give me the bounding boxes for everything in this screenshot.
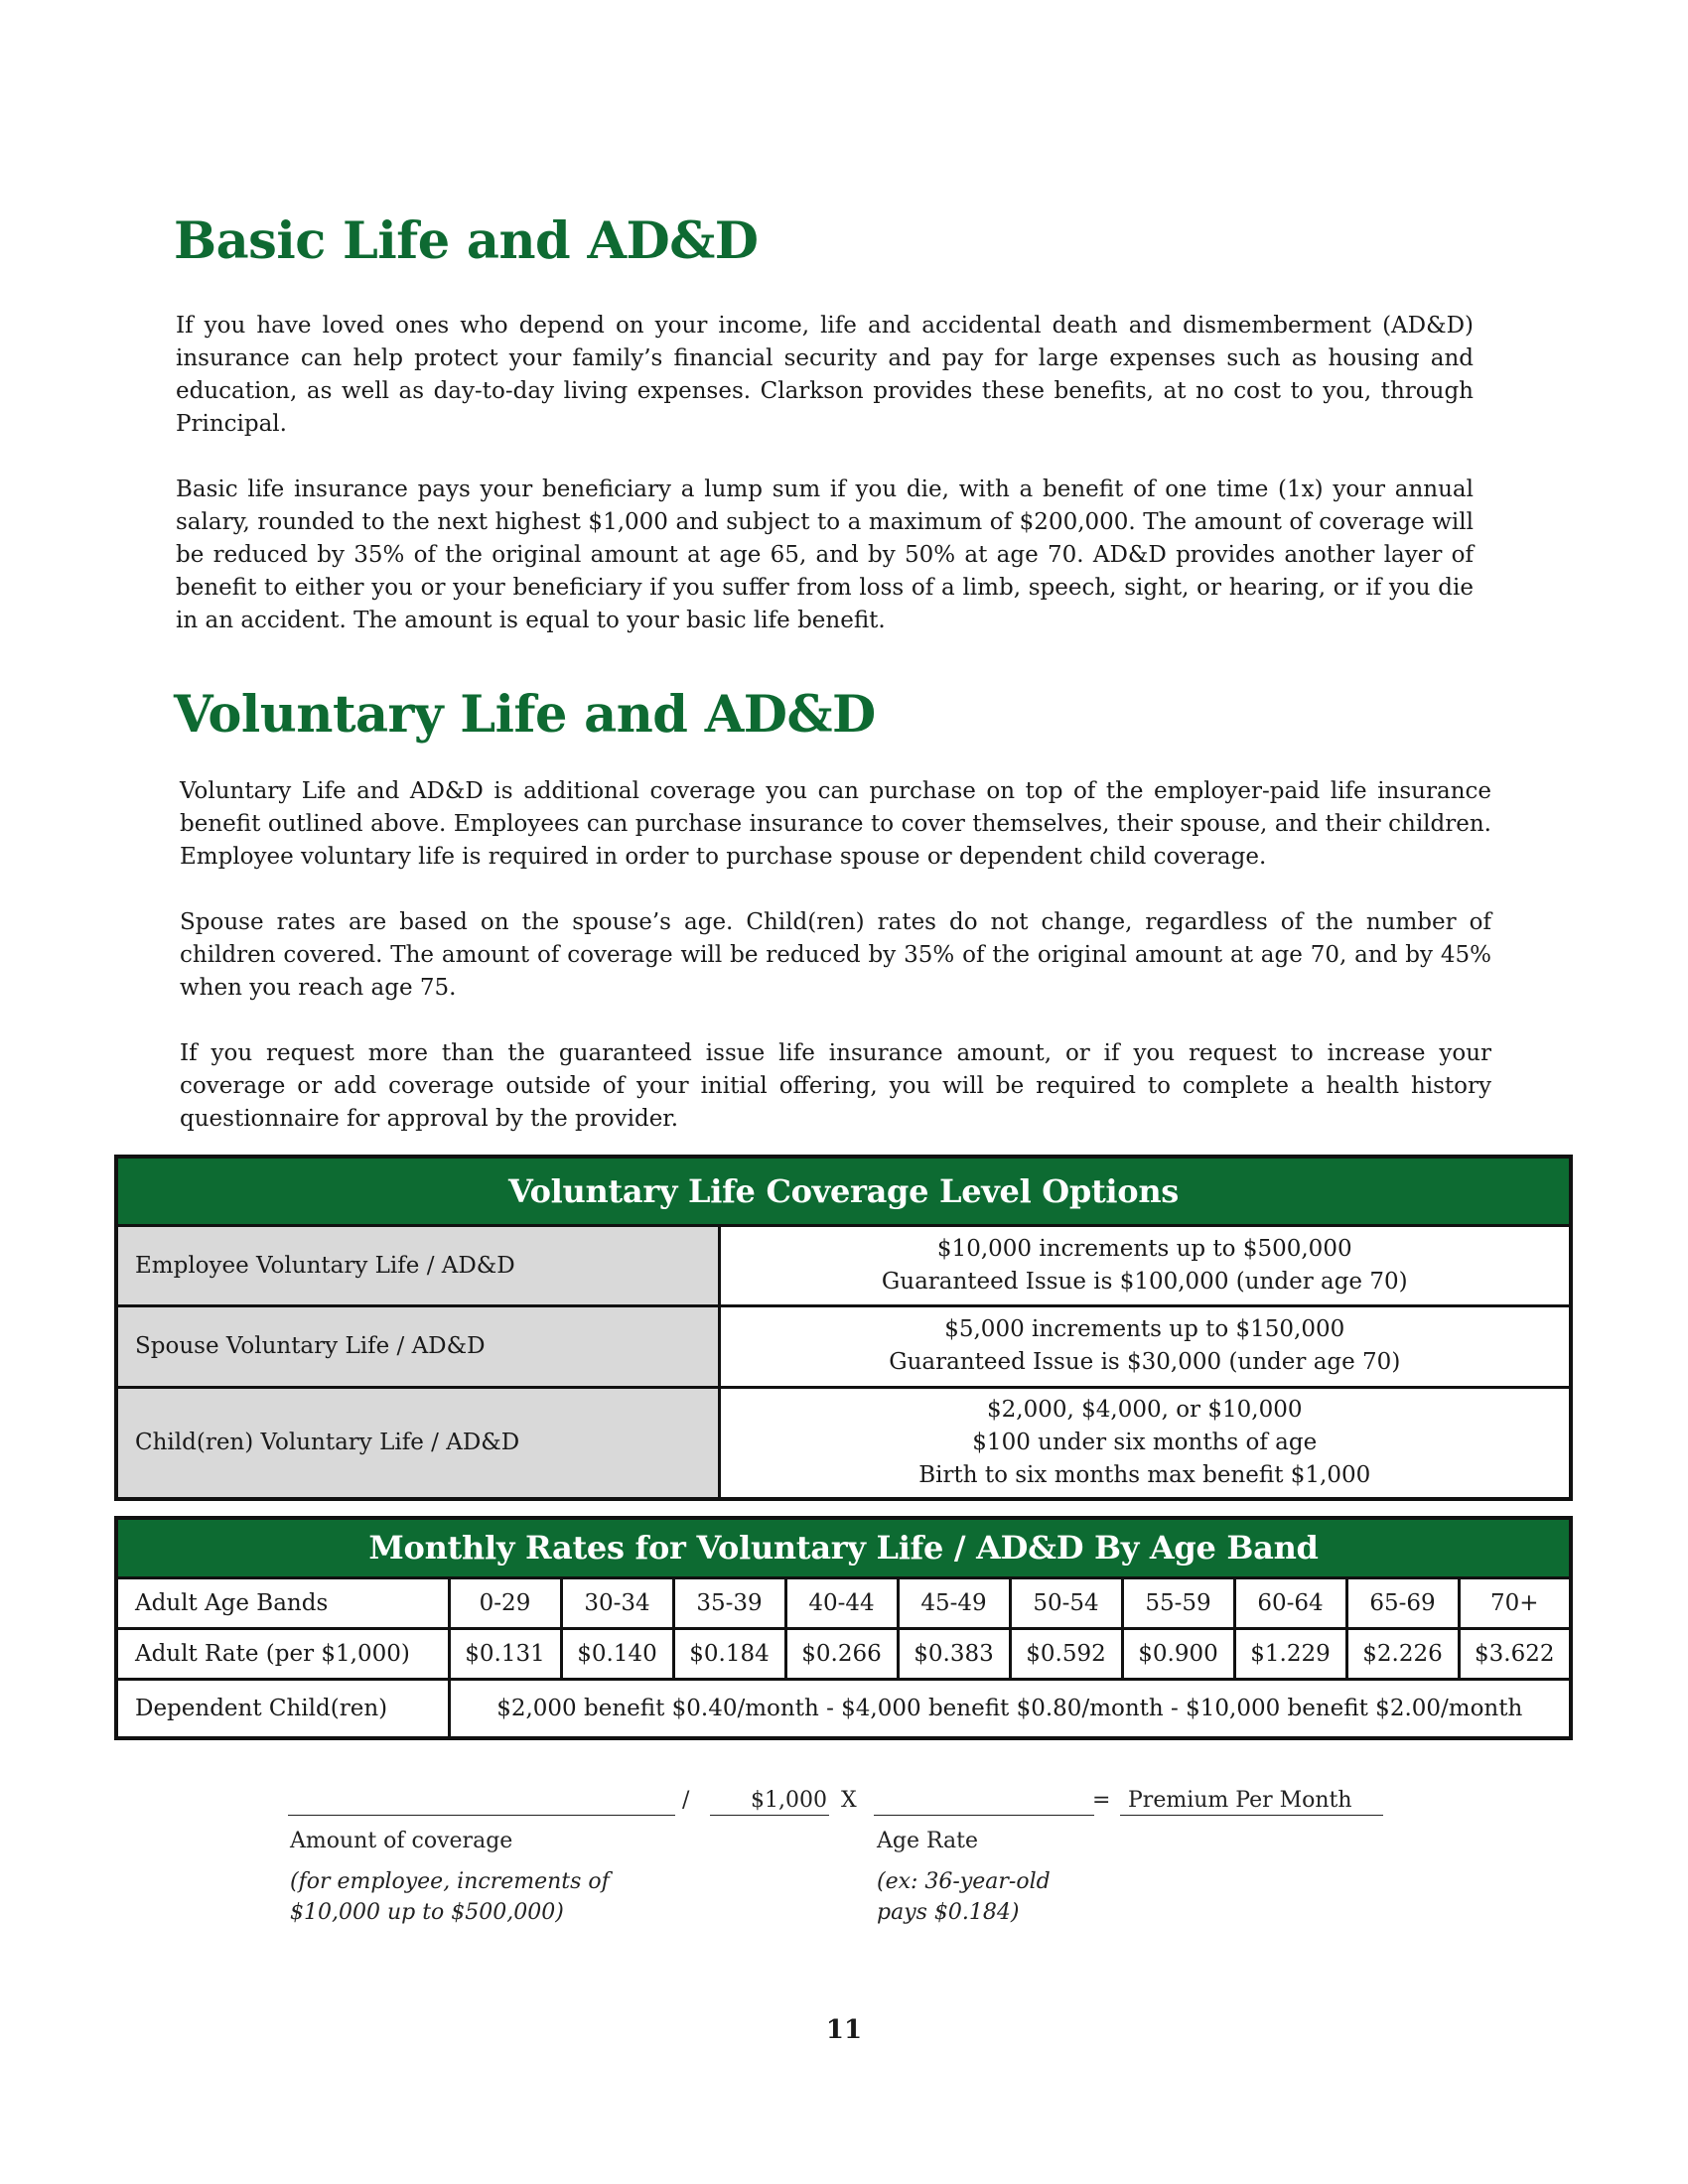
adult-rate-cell: $2.226 [1346, 1628, 1459, 1679]
adult-rate-cell: $0.184 [673, 1628, 785, 1679]
coverage-row-children [116, 1387, 1571, 1499]
age-band-cell: 45-49 [898, 1577, 1010, 1628]
adult-rate-cell: $0.592 [1010, 1628, 1122, 1679]
adult-rate-cell: $1.229 [1234, 1628, 1346, 1679]
voluntary-life-paragraph-1: Voluntary Life and AD&D is additional coverage you can purchase on top of the employer-paid life insurance benefit outlined above. Employees can purchase insurance to cover themselves, their spouse, and their children. Employee voluntary life is required in order to purchase spouse or dependent child coverage. [180, 778, 1491, 870]
coverage-value-line: Birth to six months max benefit $1,000 [918, 1461, 1371, 1488]
age-band-cell: 35-39 [673, 1577, 785, 1628]
age-bands-row [116, 1577, 1571, 1628]
amount-of-coverage-note [290, 1866, 610, 1928]
voluntary-life-heading: Voluntary Life and AD&D [174, 685, 876, 745]
voluntary-life-paragraph-3: If you request more than the guaranteed issue life insurance amount, or if you request to increase your coverage or add coverage outside of your initial offering, you will be required to complete a health history questionnaire for approval by the provider. [180, 1040, 1491, 1132]
coverage-value-line: Guaranteed Issue is $30,000 (under age 70) [889, 1349, 1401, 1375]
adult-rate-cell: $0.266 [785, 1628, 898, 1679]
equals-sign: = [1092, 1788, 1111, 1813]
adult-rate-cell: $0.900 [1122, 1628, 1234, 1679]
coverage-table-title: Voluntary Life Coverage Level Options [116, 1157, 1571, 1225]
age-rate-note [877, 1866, 1051, 1928]
coverage-row-value [719, 1305, 1571, 1387]
premium-per-month-label: Premium Per Month [1128, 1788, 1352, 1813]
note-line: $10,000 up to $500,000) [290, 1900, 564, 1925]
premium-underline [1120, 1815, 1383, 1816]
coverage-row-employee [116, 1225, 1571, 1305]
basic-life-paragraph-2: Basic life insurance pays your beneficiary a lump sum if you die, with a benefit of one time (1x) your annual salary, rounded to the next highest $1,000 and subject to a maximum of $200,000. The amount of coverage will be reduced by 35% of the original amount at age 65, and by 50% at age 70. AD&D provides another layer of benefit to either you or your beneficiary if you suffer from loss of a limb, speech, sight, or hearing, or if you die in an accident. The amount is equal to your basic life benefit. [176, 477, 1474, 633]
adult-rate-cell: $0.131 [449, 1628, 561, 1679]
age-band-cell: 30-34 [561, 1577, 673, 1628]
age-bands-label: Adult Age Bands [116, 1577, 449, 1628]
dependent-child-label: Dependent Child(ren) [116, 1679, 449, 1738]
coverage-row-label: Child(ren) Voluntary Life / AD&D [116, 1387, 719, 1499]
amount-of-coverage-label: Amount of coverage [290, 1829, 513, 1853]
coverage-row-value [719, 1387, 1571, 1499]
age-band-cell: 60-64 [1234, 1577, 1346, 1628]
coverage-row-label: Spouse Voluntary Life / AD&D [116, 1305, 719, 1387]
monthly-rates-table [114, 1516, 1573, 1740]
basic-life-paragraph-1: If you have loved ones who depend on your income, life and accidental death and dismemberment (AD&D) insurance can help protect your family’s financial security and pay for large expenses such as housing and education, as well as day-to-day living expenses. Clarkson provides these benefits, at no cost to you, through Principal. [176, 313, 1474, 437]
age-band-cell: 65-69 [1346, 1577, 1459, 1628]
age-band-cell: 50-54 [1010, 1577, 1122, 1628]
note-line: (ex: 36-year-old [877, 1869, 1051, 1894]
coverage-row-label: Employee Voluntary Life / AD&D [116, 1225, 719, 1305]
divisor-value: $1,000 [751, 1788, 827, 1813]
age-rate-label: Age Rate [877, 1829, 979, 1853]
rates-table-title: Monthly Rates for Voluntary Life / AD&D By Age Band [116, 1518, 1571, 1577]
age-rate-blank [874, 1815, 1094, 1816]
divide-sign: / [682, 1788, 690, 1813]
coverage-value-line: $2,000, $4,000, or $10,000 [987, 1396, 1303, 1423]
note-line: pays $0.184) [877, 1900, 1020, 1925]
adult-rate-label: Adult Rate (per $1,000) [116, 1628, 449, 1679]
age-band-cell: 40-44 [785, 1577, 898, 1628]
coverage-row-spouse [116, 1305, 1571, 1387]
age-band-cell: 70+ [1459, 1577, 1571, 1628]
adult-rate-row [116, 1628, 1571, 1679]
basic-life-heading: Basic Life and AD&D [174, 211, 759, 271]
adult-rate-cell: $3.622 [1459, 1628, 1571, 1679]
coverage-value-line: Guaranteed Issue is $100,000 (under age 70) [881, 1268, 1408, 1295]
age-band-cell: 0-29 [449, 1577, 561, 1628]
page-number: 11 [825, 2015, 863, 2045]
adult-rate-cell: $0.140 [561, 1628, 673, 1679]
voluntary-life-paragraph-2: Spouse rates are based on the spouse’s age. Child(ren) rates do not change, regardless of the number of children covered. The amount of coverage will be reduced by 35% of the original amount at age 70, and by 45% when you reach age 75. [180, 909, 1491, 1001]
coverage-value-line: $100 under six months of age [972, 1429, 1318, 1455]
coverage-value-line: $10,000 increments up to $500,000 [936, 1235, 1352, 1262]
coverage-options-table [114, 1155, 1573, 1501]
adult-rate-cell: $0.383 [898, 1628, 1010, 1679]
age-band-cell: 55-59 [1122, 1577, 1234, 1628]
coverage-value-line: $5,000 increments up to $150,000 [944, 1316, 1345, 1342]
dependent-child-rates: $2,000 benefit $0.40/month - $4,000 benefit $0.80/month - $10,000 benefit $2.00/month [449, 1679, 1571, 1738]
multiply-sign: X [841, 1788, 857, 1813]
coverage-row-value [719, 1225, 1571, 1305]
divisor-underline [710, 1815, 829, 1816]
coverage-amount-blank [288, 1815, 675, 1816]
note-line: (for employee, increments of [290, 1869, 610, 1894]
dependent-child-row [116, 1679, 1571, 1738]
